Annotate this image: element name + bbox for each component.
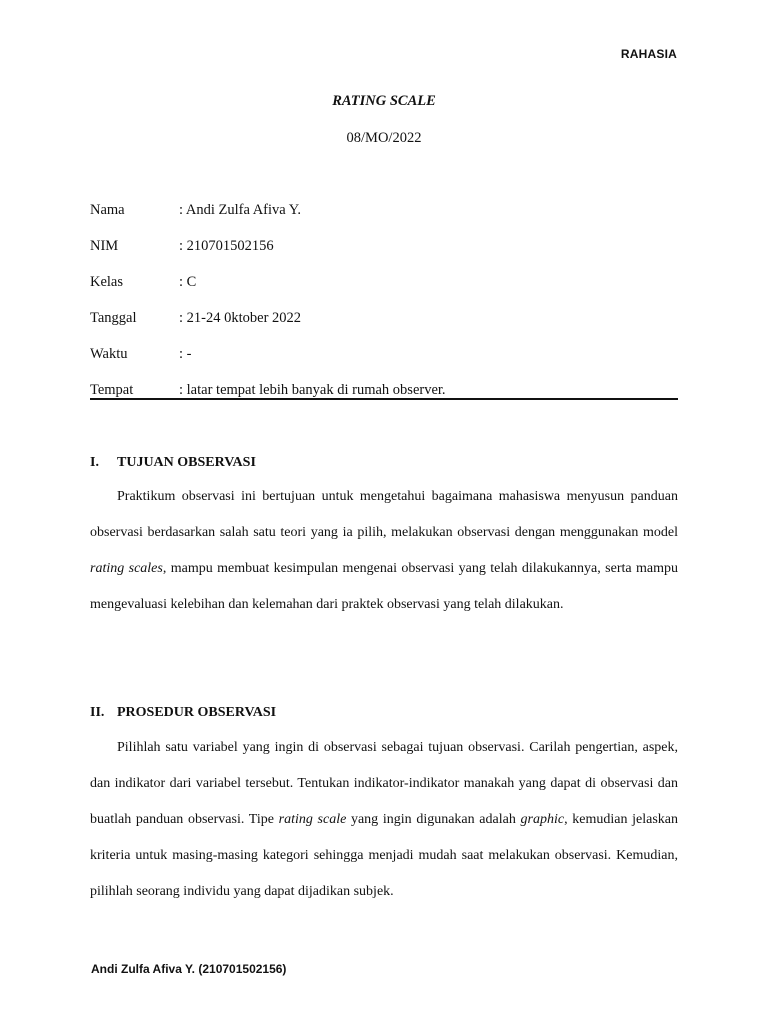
paragraph-text: , kemudian jelaskan kriteria untuk masing-masing kategori sehingga menjadi mudah saat melakukan observasi. Kemudian, pilihlah seorang individu yang dapat dijadikan subjek. — [90, 812, 679, 899]
paragraph-text: Pilihlah satu variabel yang ingin di observasi sebagai tujuan observasi. Carilah pengertian, aspek, dan indikator dari variabel tersebut. Tentukan indikator-indikator manakah yang dapat di observasi dan buatlah panduan observasi. Tipe — [90, 740, 678, 827]
info-value: : 210701502156 — [179, 238, 274, 254]
paragraph-italic: rating scales — [90, 561, 163, 576]
info-value: : latar tempat lebih banyak di rumah observer. — [179, 382, 446, 398]
info-label: Tanggal — [90, 310, 137, 326]
info-row-kelas — [90, 272, 678, 308]
info-row-tanggal — [90, 308, 678, 344]
section-number: II. — [90, 705, 105, 720]
horizontal-rule — [90, 398, 678, 400]
section-number: I. — [90, 455, 99, 470]
paragraph-tujuan — [90, 479, 678, 623]
info-label: Kelas — [90, 274, 124, 290]
info-label: Tempat — [90, 382, 134, 398]
paragraph-text: , mampu membuat kesimpulan mengenai observasi yang telah dilakukannya, serta mampu mengevaluasi kelebihan dan kelemahan dari praktek observasi yang telah dilakukan. — [90, 561, 678, 612]
section-heading-tujuan — [90, 455, 256, 471]
info-row-waktu — [90, 344, 678, 380]
paragraph-text: yang ingin digunakan adalah — [346, 812, 521, 827]
info-value: : Andi Zulfa Afiva Y. — [179, 202, 302, 218]
paragraph-text: Praktikum observasi ini bertujuan untuk mengetahui bagaimana mahasiswa menyusun panduan observasi berdasarkan salah satu teori yang ia pilih, melakukan observasi dengan menggunakan model — [90, 489, 678, 540]
document-subtitle: 08/MO/2022 — [346, 130, 422, 146]
info-value: : C — [179, 274, 197, 290]
info-row-nama — [90, 200, 678, 236]
paragraph-italic: graphic — [520, 812, 565, 827]
footer-author: Andi Zulfa Afiva Y. (210701502156) — [91, 962, 287, 976]
paragraph-prosedur — [90, 730, 678, 910]
info-label: NIM — [90, 238, 119, 254]
info-label: Waktu — [90, 346, 128, 362]
identity-table — [90, 200, 678, 416]
info-label: Nama — [90, 202, 125, 218]
paragraph-italic: rating scale — [278, 812, 347, 827]
section-heading-prosedur — [90, 705, 276, 721]
info-value: : 21-24 0ktober 2022 — [179, 310, 302, 326]
section-title: PROSEDUR OBSERVASI — [117, 705, 277, 720]
section-title: TUJUAN OBSERVASI — [117, 455, 256, 470]
info-value: : - — [179, 346, 192, 362]
classification-label: RAHASIA — [620, 47, 677, 61]
document-title: RATING SCALE — [332, 93, 436, 109]
info-row-nim — [90, 236, 678, 272]
